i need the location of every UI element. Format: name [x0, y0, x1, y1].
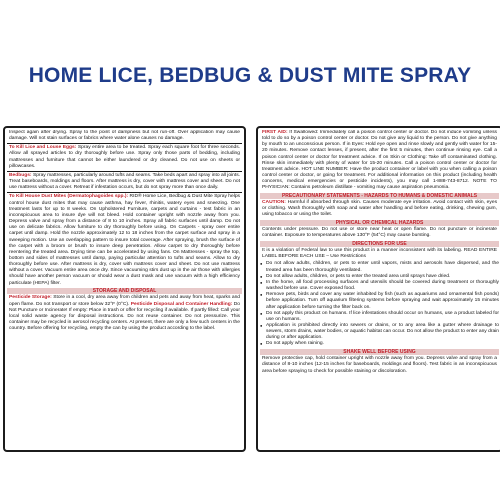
- storage-heading: STORAGE AND DISPOSAL: [7, 288, 242, 295]
- bedbug-text: Spray mattresses, particularly around tufts and seams. Take beds apart and spray into all joints. Treat baseboards, moldings and floors. After mattress is dry, cover with mattress cover and sheet. Do not use mattress without a cover. Retreat if infestation occurs, but do not spray more than once daily.: [9, 172, 241, 191]
- first-aid-text: If Swallowed: Immediately call a poison control center or doctor. Do not induce vomiting unless told to do so by a poison control center or doctor. Do not give any liquid to the person. Do not give anything by mouth to an unconscious person. If in Eyes: Hold eye open and rinse slowly and gently with water for 15-20 minutes. Remove contact lenses, if present, after the first 5 minutes, then continue rinsing eye. Call a poison control center or doctor for treatment advice. If on Skin or Clothing: Take off contaminated clothing. Rinse skin immediately with plenty of water for 15-20 minutes. Call a poison control center or doctor for treatment advice. HOT LINE NUMBER: Have the product container or label with you when calling a poison control center or doctor, or going for treatment. For additional information on this product (including health concerns, medical emergencies or pesticide incidents), you may call 1-888-743-8712. NOTE TO PHYSICIAN: Contains petroleum distillate - vomiting may cause aspiration pneumonia.: [262, 130, 498, 191]
- caution-section: [262, 200, 497, 218]
- first-aid-heading: FIRST AID:: [262, 130, 288, 135]
- lice-text: Spray entire area to be treated. Spray each square foot for three seconds. Allow all sprayed articles to dry thoroughly before use. Spray only those parts of bedding, including mattresses and furniture that cannot be either laundered or dry cleaned. Do not use on sheets or pillowcases.: [9, 145, 240, 169]
- lice-section: [9, 145, 240, 170]
- intro-text: Inspect again after drying. Spray to the point of dampness but not run-off. Over application may cause damage. Will not stain surfaces or fabrics where water alone causes no damage.: [9, 130, 240, 142]
- dust-mite-text: RID® Home Lice, Bedbug & Dust Mite Spray helps control house dust mites that may cause asthma, hay fever, rhinitis, watery eyes and sneezing. One treatment lasts for up to 8 weeks. On Upholstered Furniture, carpets and curtains - test fabric in an inconspicuous area to insure dye will not bleed. Hold container upright with nozzle away from you. Depress valve and spray from a distance of 8 to 10 inches. Spray all fabric surfaces until damp. Do not use on delicate fabrics. Allow furniture to dry thoroughly before using. On Carpets - spray over entire carpet until damp. Hold the nozzle approximately 12 to 18 inches from the carpet surface and spray in a sweeping motion. Use an overlapping pattern to insure total coverage. After spraying, brush the surface of the carpet with a broom or brush to insure deep penetration. Allow carpet to dry thoroughly before reentering the treated area. Drying time can be accelerated by using fans. On Mattresses - spray the top, bottom and sides of mattresses until damp, paying particular attention to tufts and seams. Allow to dry thoroughly before use. After mattress is dry, cover with mattress cover and sheet. Do not use mattress without a cover. Vacuum entire area once dry. Since vacuuming stirs dust up in the air those with allergies should have another person vacuum or should wear a dust mask and use vacuum with a high efficiency particulate (HEPA) filter.: [9, 194, 240, 286]
- shake-well-heading: SHAKE WELL BEFORE USING: [260, 349, 499, 356]
- divider: [7, 171, 242, 172]
- bedbug-heading: Bedbugs:: [9, 172, 32, 178]
- disposal-text: Do Not Puncture or Incinerate! If empty: Place in trash or offer for recycling if available. If partly filled: Call your local solid waste agency for disposal instructions. Do not reuse container. Do not pressurize. This container may be recycled in aerosol recycling centers. At present, there are only a few such centers in the country. Before offering for recycling, empty the can by using the product according to the label.: [9, 301, 241, 332]
- physical-hazards-text: Contents under pressure. Do not use or store near heat or open flame. Do not puncture or incinerate container. Exposure to temperatures above 130°F (54°C) may cause bursting.: [262, 227, 497, 239]
- caution-heading: CAUTION:: [262, 200, 286, 206]
- list-item: ● Do not allow adults, children, or pets to enter until vapors, mists and aerosols have dispersed, and the treated area has been thoroughly ventilated.: [266, 261, 499, 273]
- pesticide-storage-heading: Pesticide Storage:: [9, 295, 52, 301]
- lice-heading: To Kill Lice and Louse Eggs:: [9, 145, 77, 151]
- shake-well-text: Remove protective cap, hold container upright with nozzle away from you. Depress valve and spray from a distance of 8-10 inches (12-15 inches for baseboards, moldings and floors). Test fabric in an inconspicuous area before spraying to check for possible staining or discoloration.: [262, 356, 497, 374]
- pesticide-storage-text: Store in a cool, dry area away from children and pets and away from heat, sparks and open flame. Do not transport or store below 32°F (0°C).: [9, 295, 241, 307]
- list-item: ● Application is prohibited directly into sewers or drains, or to any area like a gutter where drainage to sewers, storm drains, water bodies, or aquatic habitat can occur. Do not allow the product to enter any drain during or after application.: [266, 323, 499, 341]
- dust-mite-section: [9, 194, 240, 286]
- list-item: ● Do not apply this product on humans. If lice infestations should occur on humans, use a product labeled for use on humans.: [266, 311, 499, 323]
- dust-mite-heading: To Kill House Dust Mites (Dermatophagoides spp.):: [9, 194, 129, 200]
- caution-text: Harmful if absorbed through skin. Causes moderate eye irritation. Avoid contact with skin, eyes or clothing. Wash thoroughly with soap and water after handling and before eating, drinking, chewing gum, using tobacco or using the toilet.: [262, 200, 498, 218]
- physical-hazards-heading: PHYSICAL OR CHEMICAL HAZARDS: [260, 220, 499, 227]
- storage-section: [9, 295, 240, 332]
- precautionary-heading: PRECAUTIONARY STATEMENTS - HAZARDS TO HUMANS & DOMESTIC ANIMALS: [260, 193, 499, 200]
- use-restrictions-list: [260, 261, 499, 347]
- page-title: HOME LICE, BEDBUG & DUST MITE SPRAY: [28, 64, 472, 87]
- first-aid-section: [262, 130, 497, 192]
- list-item: ● Remove pets, birds and cover any water inhabited by fish (such as aquariums and ornamental fish ponds) before application. Turn off aquarium filtering systems before spraying and wait approximately 15 minutes after application before turning the filter back on.: [266, 292, 499, 310]
- list-item: ● Do not apply when raining.: [266, 341, 499, 347]
- bedbug-section: [9, 173, 240, 191]
- left-label-panel: [3, 126, 246, 452]
- list-item: ● In the home, all food processing surfaces and utensils should be covered during treatment or thoroughly washed before use. Cover exposed food.: [266, 280, 499, 292]
- directions-text: It is a violation of Federal law to use this product in a manner inconsistent with its labeling. READ ENTIRE LABEL BEFORE EACH USE – Use Restrictions: [262, 248, 497, 260]
- disposal-heading: Pesticide Disposal and Container Handling:: [130, 301, 233, 307]
- directions-heading: DIRECTIONS FOR USE: [260, 241, 499, 248]
- list-item: ● Do not allow adults, children, or pets to enter the treated area until sprays have dried.: [266, 274, 499, 280]
- right-label-panel: [256, 126, 500, 452]
